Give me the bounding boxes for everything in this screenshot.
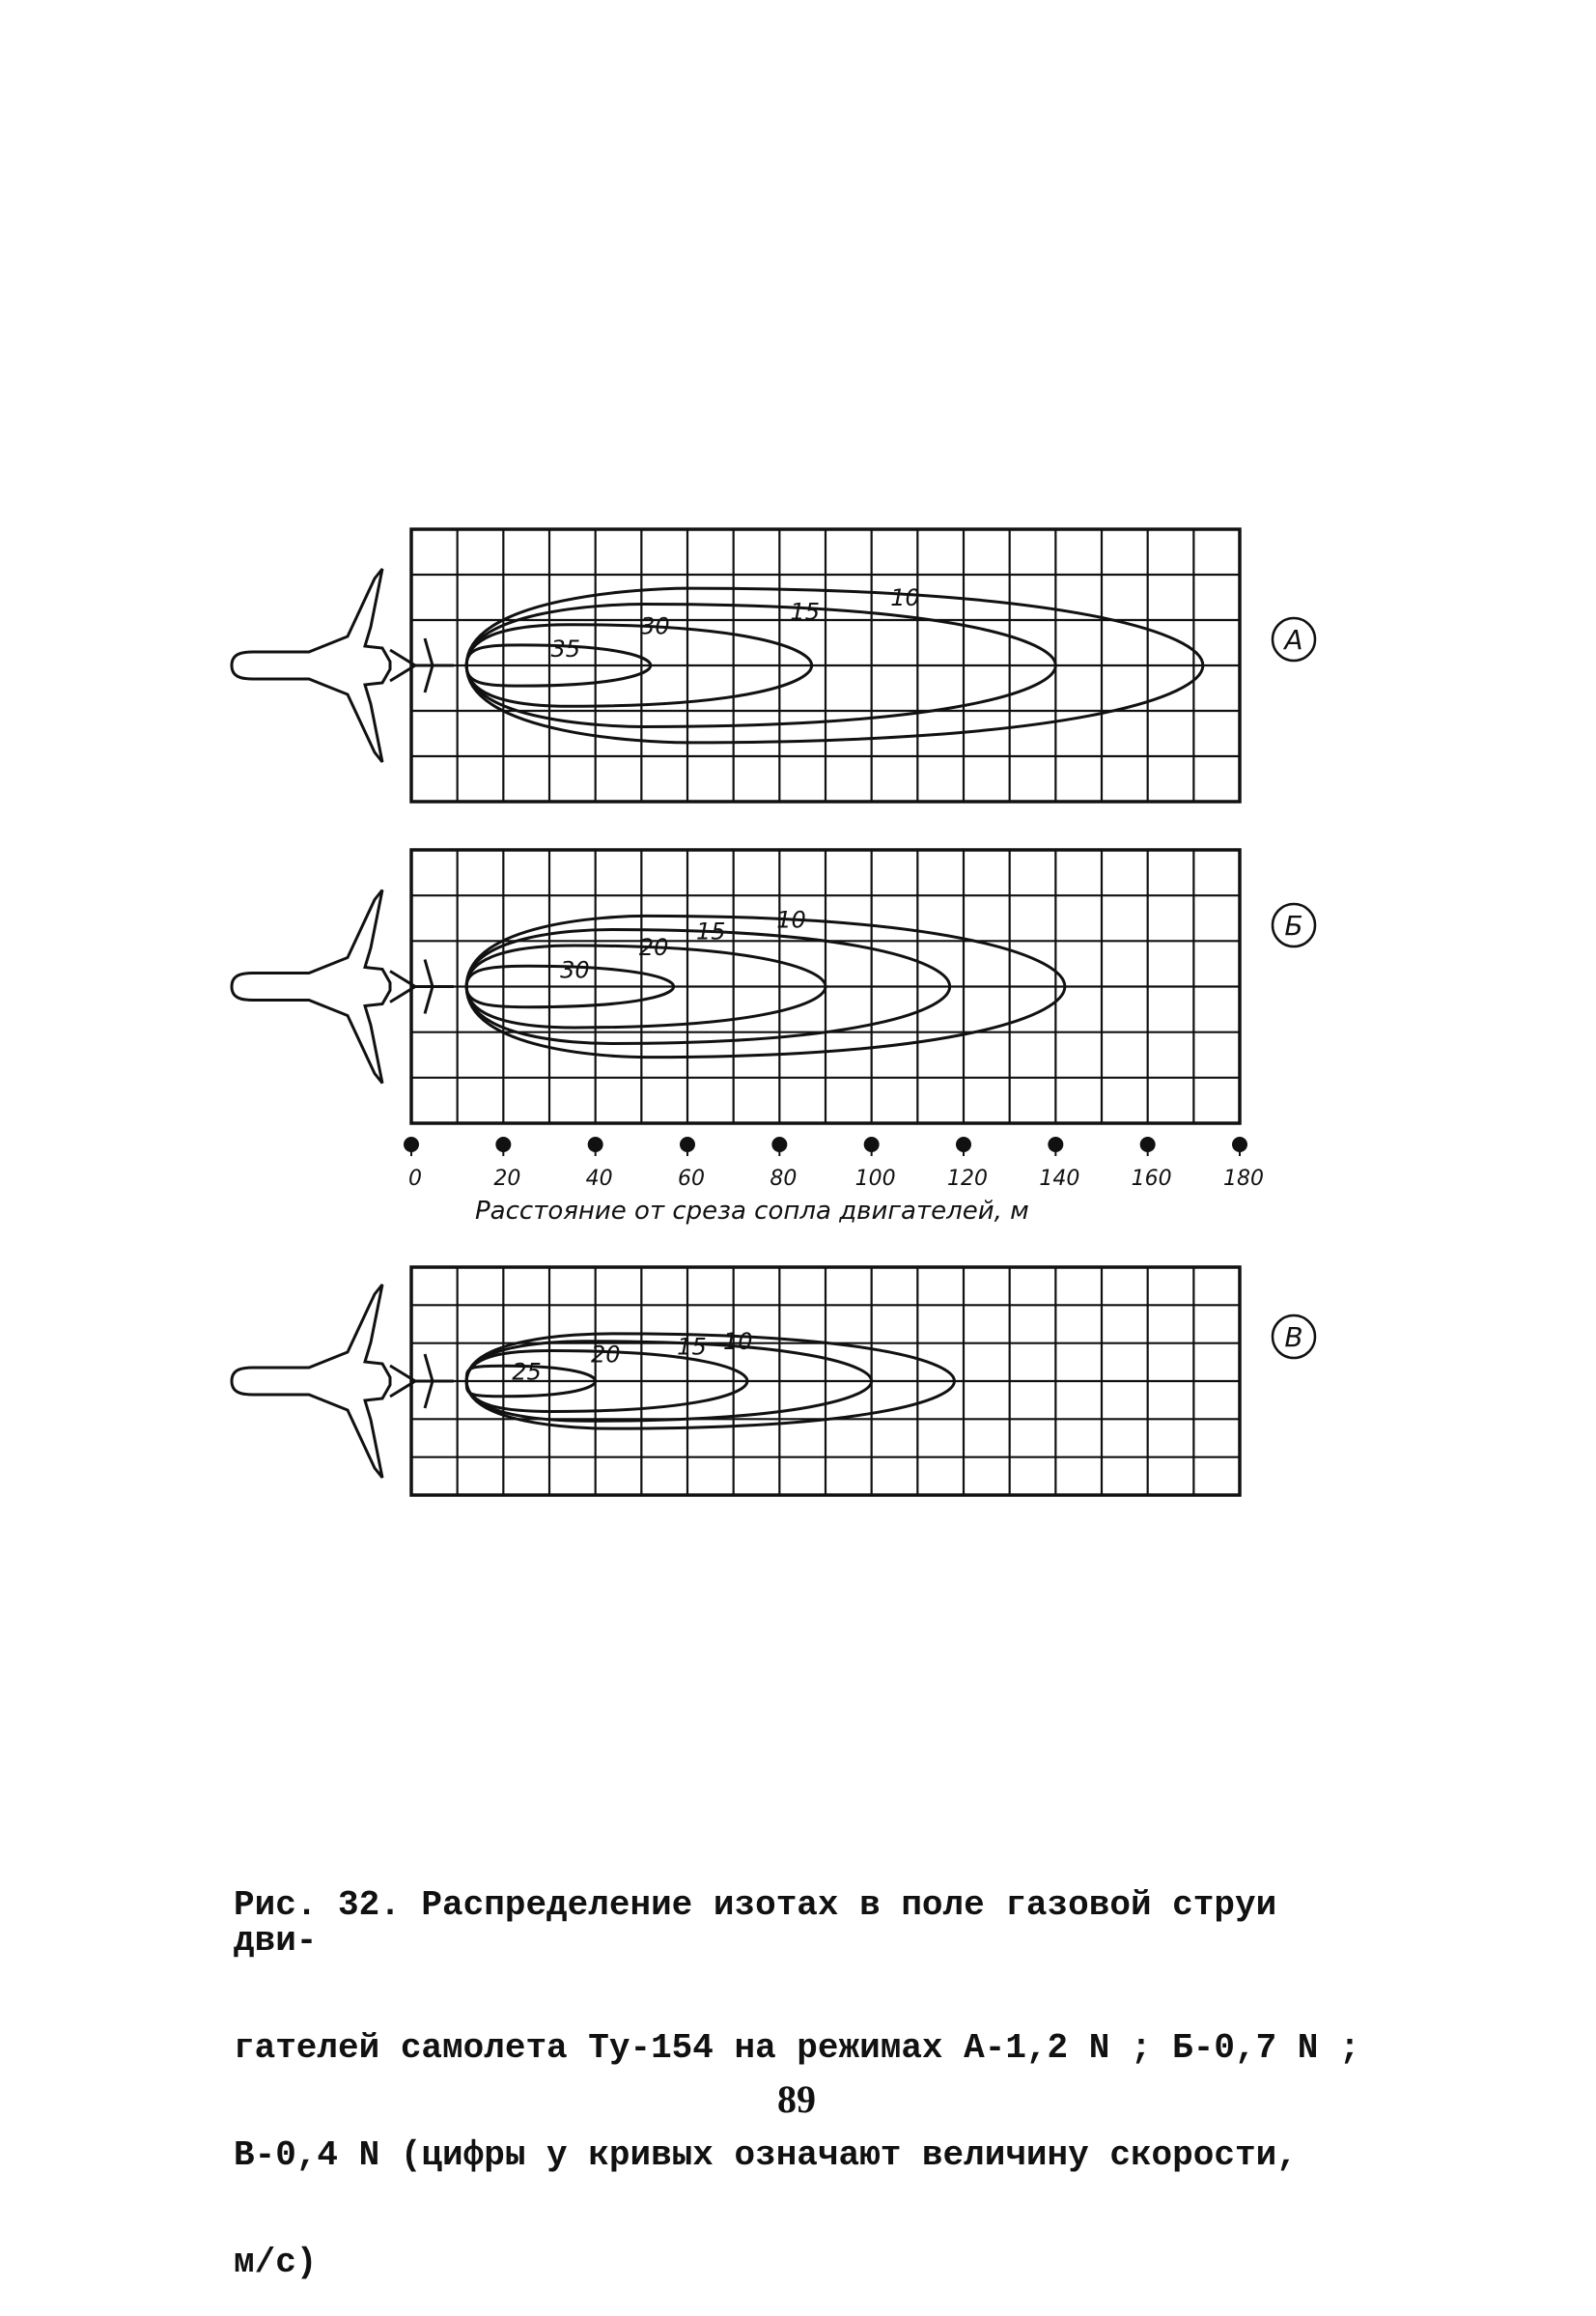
distance-axis [404, 1137, 1264, 1226]
caption-line-2: гателей самолета Ту-154 на режимах А-1,2 N ; Б-0,7 N ; [234, 2028, 1360, 2068]
panel-badge-label: В [1284, 1321, 1303, 1353]
axis-tick-label: 0 [408, 1167, 422, 1191]
axis-tick-label: 60 [678, 1167, 705, 1191]
aircraft-silhouette [232, 569, 454, 762]
aircraft-fuselage [232, 569, 390, 762]
contour-label: 10 [890, 584, 920, 612]
contour-label: 20 [591, 1341, 621, 1369]
aircraft-fuselage [232, 1285, 390, 1478]
panel-a [232, 529, 1315, 802]
contour-label: 35 [550, 635, 581, 663]
caption-line-4: м/с) [234, 2243, 318, 2282]
aircraft-silhouette [232, 1285, 454, 1478]
contour-label: 15 [696, 918, 726, 946]
axis-tick-label: 160 [1131, 1167, 1172, 1191]
aircraft-tail [390, 960, 454, 1014]
axis-label: Расстояние от среза сопла двигателей, м [475, 1197, 1029, 1226]
contour-label: 30 [560, 956, 590, 984]
panel-b [232, 850, 1315, 1123]
axis-tick-label: 20 [493, 1167, 521, 1191]
panel-c [232, 1267, 1315, 1495]
aircraft-silhouette [232, 890, 454, 1084]
caption-line-1: Рис. 32. Распределение изотах в поле газовой струи дви- [234, 1885, 1298, 1961]
axis-tick-label: 40 [585, 1167, 613, 1191]
caption-line-3: В-0,4 N (цифры у кривых означают величину скорости, [234, 2135, 1298, 2175]
axis-tick-label: 100 [854, 1167, 896, 1191]
contour-label: 10 [722, 1327, 753, 1355]
contour-label: 25 [512, 1358, 542, 1386]
panel-badge-label: Б [1284, 910, 1303, 942]
contour-label: 15 [790, 598, 820, 626]
contour-label: 10 [776, 906, 806, 934]
page-number: 89 [777, 2077, 816, 2121]
axis-tick-label: 80 [770, 1167, 798, 1191]
contour-label: 15 [677, 1333, 707, 1361]
contour-label: 20 [638, 934, 669, 962]
aircraft-tail [390, 638, 454, 692]
aircraft-fuselage [232, 890, 390, 1084]
axis-tick-label: 120 [947, 1167, 988, 1191]
panel-badge-label: А [1284, 624, 1303, 656]
aircraft-tail [390, 1354, 454, 1408]
figure-caption [234, 1816, 1373, 2316]
contour-label: 30 [640, 612, 670, 640]
axis-tick-label: 180 [1223, 1167, 1264, 1191]
axis-tick-label: 140 [1039, 1167, 1080, 1191]
